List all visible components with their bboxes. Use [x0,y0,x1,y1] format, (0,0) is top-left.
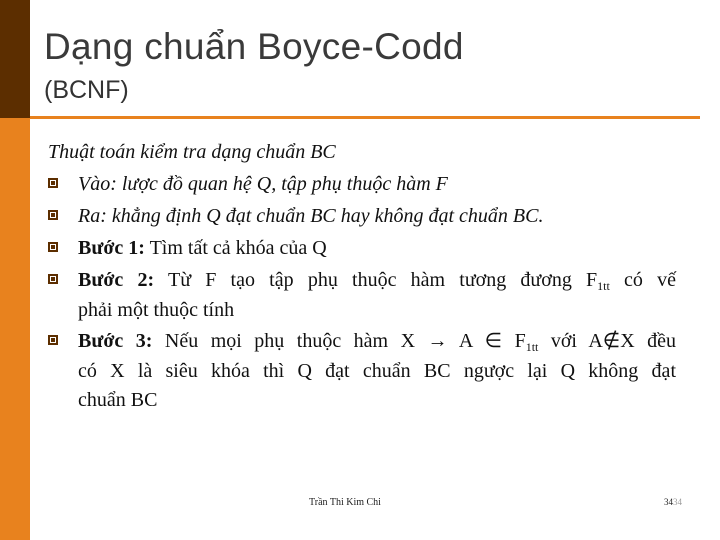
sidebar-orange-band [0,118,30,540]
square-bullet-icon [48,335,58,345]
bullet-step-1 [48,232,676,264]
bullet-text: Từ F tạo tập phụ thuộc hàm tương đương F [154,269,598,291]
bullet-output [48,200,676,232]
bullet-text: có vế [609,269,676,291]
bullet-line: phải một thuộc tính [78,299,235,321]
slide-subtitle: (BCNF) [44,76,129,104]
square-bullet-icon [48,178,58,188]
bullet-text: Vào: lược đồ quan hệ Q, tập phụ thuộc hàm F [78,173,448,195]
bullet-text: với A∉X đều [538,330,677,352]
bullet-line: có X là siêu khóa thì Q đạt chuẩn BC ngược lại Q không đạt [78,360,676,382]
slide-title: Dạng chuẩn Boyce-Codd [44,26,464,67]
square-bullet-icon [48,274,58,284]
square-bullet-icon [48,210,58,220]
footer-author: Trần Thi Kim Chi [309,497,381,508]
subscript: 1tt [597,279,610,293]
page-number-value: 34 [664,497,673,507]
bullet-step-3 [48,325,676,415]
bullet-line [78,325,676,357]
section-heading: Thuật toán kiểm tra dạng chuẩn BC [48,141,336,163]
square-bullet-icon [48,242,58,252]
step-label: Bước 3: [78,330,153,352]
bullet-text: Nếu mọi phụ thuộc hàm X → A ∈ F [152,330,526,352]
bullet-input [48,168,676,200]
bullet-text: Ra: khẳng định Q đạt chuẩn BC hay không đạt chuẩn BC. [78,205,544,227]
step-label: Bước 2: [78,269,155,291]
page-number [664,497,682,507]
subscript: 1tt [525,340,539,354]
step-label: Bước 1: [78,237,145,259]
bullet-text: Tìm tất cả khóa của Q [144,237,327,259]
title-divider [30,116,700,119]
bullet-line: chuẩn BC [78,389,158,411]
bullet-step-2 [48,264,676,325]
slide-body [48,136,676,415]
page-number-ghost: 34 [673,497,682,507]
bullet-line [78,264,676,296]
sidebar-dark-band [0,0,30,118]
